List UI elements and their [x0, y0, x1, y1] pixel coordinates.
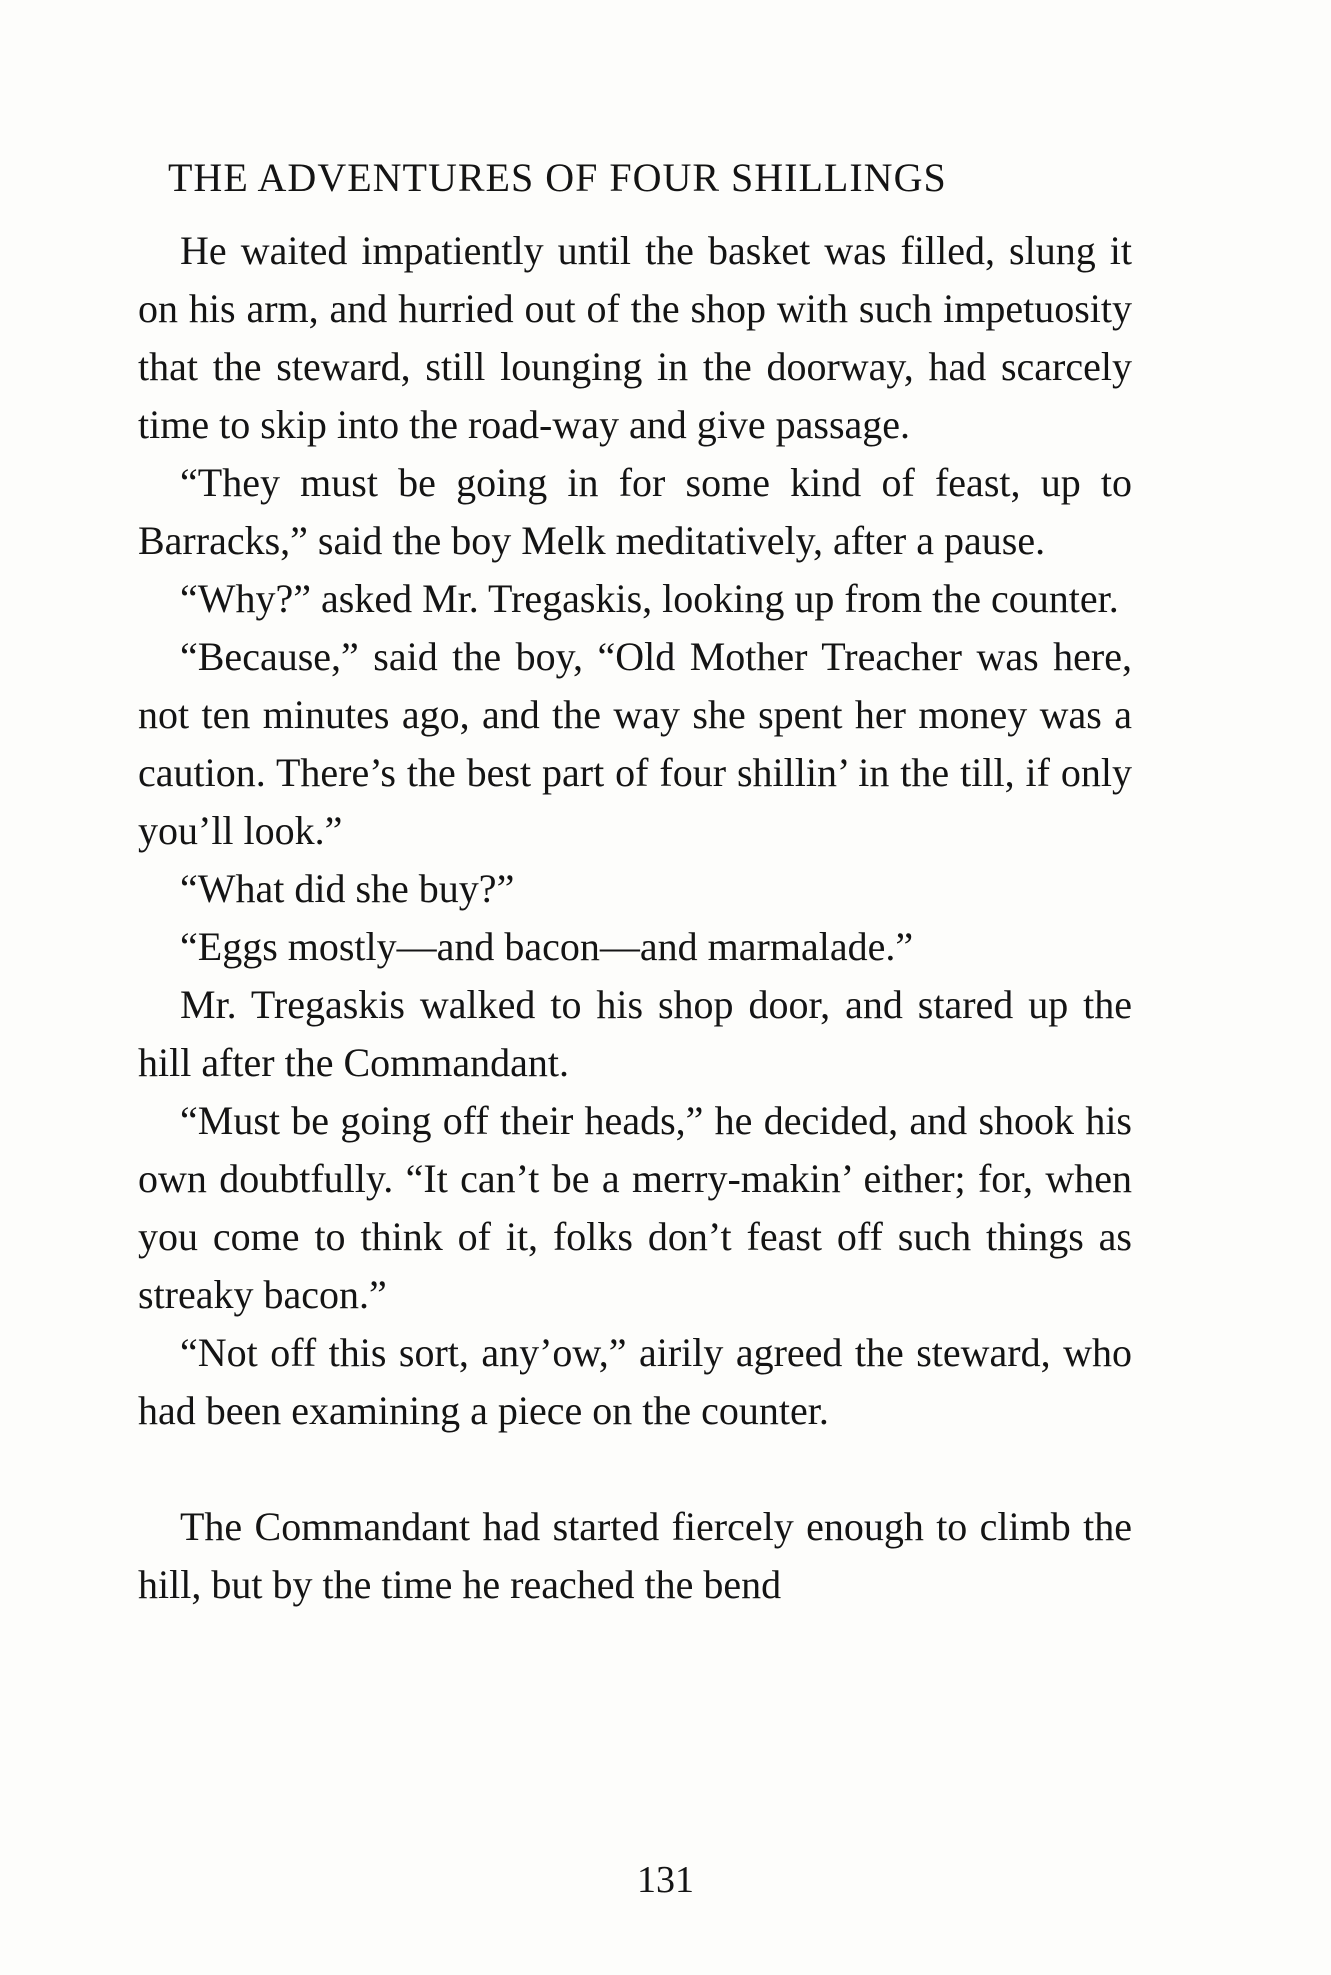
paragraph: He waited impatiently until the basket was filled, slung it on his arm, and hurried out of the shop with such impetuosity that the steward, still lounging in the doorway, had scarcely time to skip into the road-way and give passage.: [138, 228, 1132, 447]
section-break: [138, 1440, 1132, 1498]
page-number: 131: [637, 1859, 694, 1901]
paragraph: “They must be going in for some kind of feast, up to Barracks,” said the boy Melk meditatively, after a pause.: [138, 460, 1132, 563]
paragraph: Mr. Tregaskis walked to his shop door, and stared up the hill after the Commandant.: [138, 982, 1132, 1085]
paragraph: “Must be going off their heads,” he decided, and shook his own doubtfully. “It can’t be a merry-makin’ either; for, when you come to think of it, folks don’t feast off such things as streaky bacon.”: [138, 1098, 1132, 1317]
running-head: THE ADVENTURES OF FOUR SHILLINGS: [168, 155, 947, 200]
paragraph: “Not off this sort, any’ow,” airily agreed the steward, who had been examining a piece on the counter.: [138, 1330, 1132, 1433]
paragraph: “Because,” said the boy, “Old Mother Treacher was here, not ten minutes ago, and the way she spent her money was a caution. There’s the best part of four shillin’ in the till, if only you’ll look.”: [138, 634, 1132, 853]
paragraph: “Why?” asked Mr. Tregaskis, looking up from the counter.: [180, 576, 1119, 621]
paragraph: “What did she buy?”: [180, 866, 515, 911]
paragraph: “Eggs mostly—and bacon—and marmalade.”: [180, 924, 914, 969]
body-text: [138, 222, 1132, 1614]
paragraph: The Commandant had started fiercely enough to climb the hill, but by the time he reached the bend: [138, 1504, 1132, 1607]
